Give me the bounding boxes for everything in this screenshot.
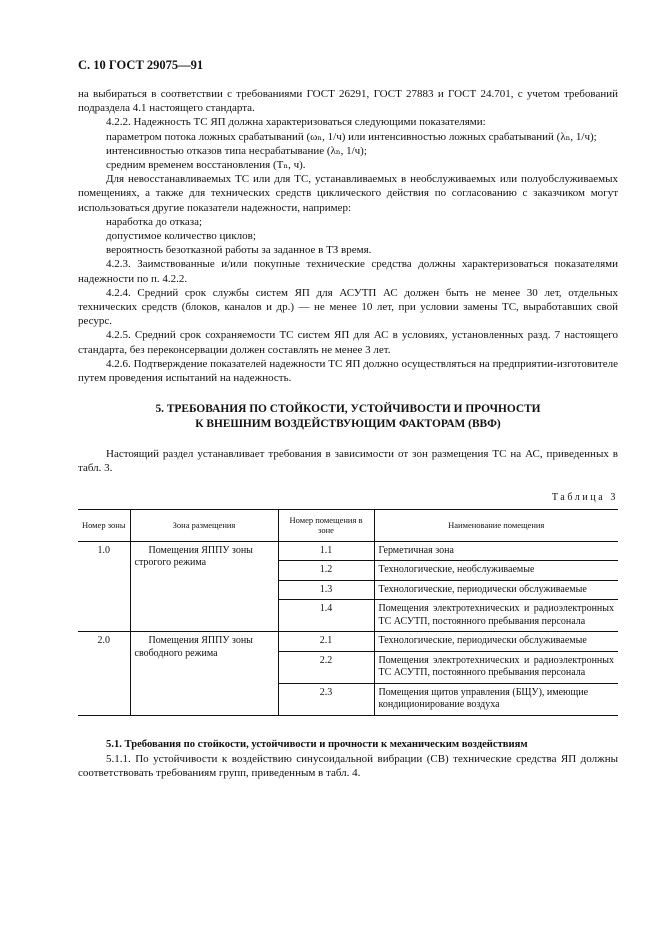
- room-number: 2.1: [278, 632, 374, 652]
- section-intro: Настоящий раздел устанавливает требования в зависимости от зон размещения ТС на АС, приведенных в табл. 3.: [78, 448, 618, 475]
- col-header: Номер помещения в зоне: [278, 509, 374, 541]
- table-caption: Таблица 3: [551, 491, 618, 503]
- section-title: [78, 402, 618, 432]
- col-header: Зона размещения: [130, 509, 278, 541]
- room-number: 1.2: [278, 561, 374, 581]
- room-name: Герметичная зона: [374, 541, 618, 561]
- zone-number: 2.0: [78, 632, 130, 716]
- paragraph: 5.1.1. По устойчивости к воздействию синусоидальной вибрации (СВ) технические средства ЯП должны соответствовать требованиям групп, приведенным в табл. 4.: [78, 752, 618, 780]
- room-name: Технологические, необслуживаемые: [374, 561, 618, 581]
- table-header-row: [78, 509, 618, 541]
- paragraph: 4.2.4. Средний срок службы систем ЯП для АСУТП АС должен быть не менее 30 лет, отдельных технических средств (блоков, каналов и др.) — не менее 10 лет, при условии замены ТС, выработавших свой ресурс.: [78, 286, 618, 328]
- room-name: Помещения щитов управления (БЩУ), имеющие кондиционирование воздуха: [374, 683, 618, 715]
- section-title-line: К ВНЕШНИМ ВОЗДЕЙСТВУЮЩИМ ФАКТОРАМ (ВВФ): [195, 418, 501, 431]
- page-header: С. 10 ГОСТ 29075—91: [78, 58, 204, 72]
- room-number: 1.3: [278, 580, 374, 600]
- paragraph: Для невосстанавливаемых ТС или для ТС, устанавливаемых в необслуживаемых или полуобслуживаемых помещениях, а также для технических средств циклического действия по согласованию с заказчиком могут использоваться другие показатели надежности, например:: [78, 173, 618, 214]
- col-header: Номер зоны: [78, 509, 130, 541]
- paragraph: 4.2.2. Надежность ТС ЯП должна характеризоваться следующими показателями:: [106, 116, 486, 129]
- subsection-title: 5.1. Требования по стойкости, устойчивости и прочности к механическим воздействиям: [106, 738, 528, 750]
- paragraph: вероятность безотказной работы за заданное в ТЗ время.: [106, 244, 372, 257]
- paragraph: допустимое количество циклов;: [106, 230, 256, 243]
- section-title-line: 5. ТРЕБОВАНИЯ ПО СТОЙКОСТИ, УСТОЙЧИВОСТИ И ПРОЧНОСТИ: [155, 403, 541, 416]
- paragraph: параметром потока ложных срабатываний (ωₙ, 1/ч) или интенсивностью ложных срабатываний (λₙ, 1/ч);: [106, 130, 597, 143]
- table-row: [78, 632, 618, 652]
- room-name: Технологические, периодически обслуживаемые: [374, 632, 618, 652]
- room-number: 2.2: [278, 651, 374, 683]
- col-header: Наименование помещения: [374, 509, 618, 541]
- table-row: [78, 541, 618, 561]
- zone-name: Помещения ЯППУ зоны свободного режима: [130, 632, 278, 716]
- room-name: Помещения электротехнических и радиоэлектронных ТС АСУТП, постоянного пребывания персонала: [374, 651, 618, 683]
- paragraph: интенсивностью отказов типа несрабатывание (λₙ, 1/ч);: [106, 144, 367, 157]
- paragraph: наработка до отказа;: [106, 215, 203, 228]
- room-number: 1.1: [278, 541, 374, 561]
- document-page: [78, 58, 618, 780]
- paragraph: 4.2.6. Подтверждение показателей надежности ТС ЯП должно осуществляться на предприятии-изготовителе путем проведения испытаний на надежность.: [78, 357, 618, 385]
- zone-number: 1.0: [78, 541, 130, 632]
- room-number: 2.3: [278, 683, 374, 715]
- zone-name: Помещения ЯППУ зоны строгого режима: [130, 541, 278, 632]
- paragraph: средним временем восстановления (Tₙ, ч).: [106, 159, 306, 172]
- room-name: Технологические, периодически обслуживаемые: [374, 580, 618, 600]
- paragraph: 4.2.3. Заимствованные и/или покупные технические средства должны характеризоваться показателями надежности по п. 4.2.2.: [78, 258, 618, 285]
- room-name: Помещения электротехнических и радиоэлектронных ТС АСУТП, постоянного пребывания персонала: [374, 600, 618, 632]
- paragraph: 4.2.5. Средний срок сохраняемости ТС систем ЯП для АС в условиях, установленных разд. 7 настоящего стандарта, без переконсервации должен составлять не менее 3 лет.: [78, 329, 618, 356]
- zones-table: [78, 509, 618, 716]
- paragraph: на выбираться в соответствии с требованиями ГОСТ 26291, ГОСТ 27883 и ГОСТ 24.701, с учетом требований подраздела 4.1 настоящего стандарта.: [78, 88, 618, 115]
- room-number: 1.4: [278, 600, 374, 632]
